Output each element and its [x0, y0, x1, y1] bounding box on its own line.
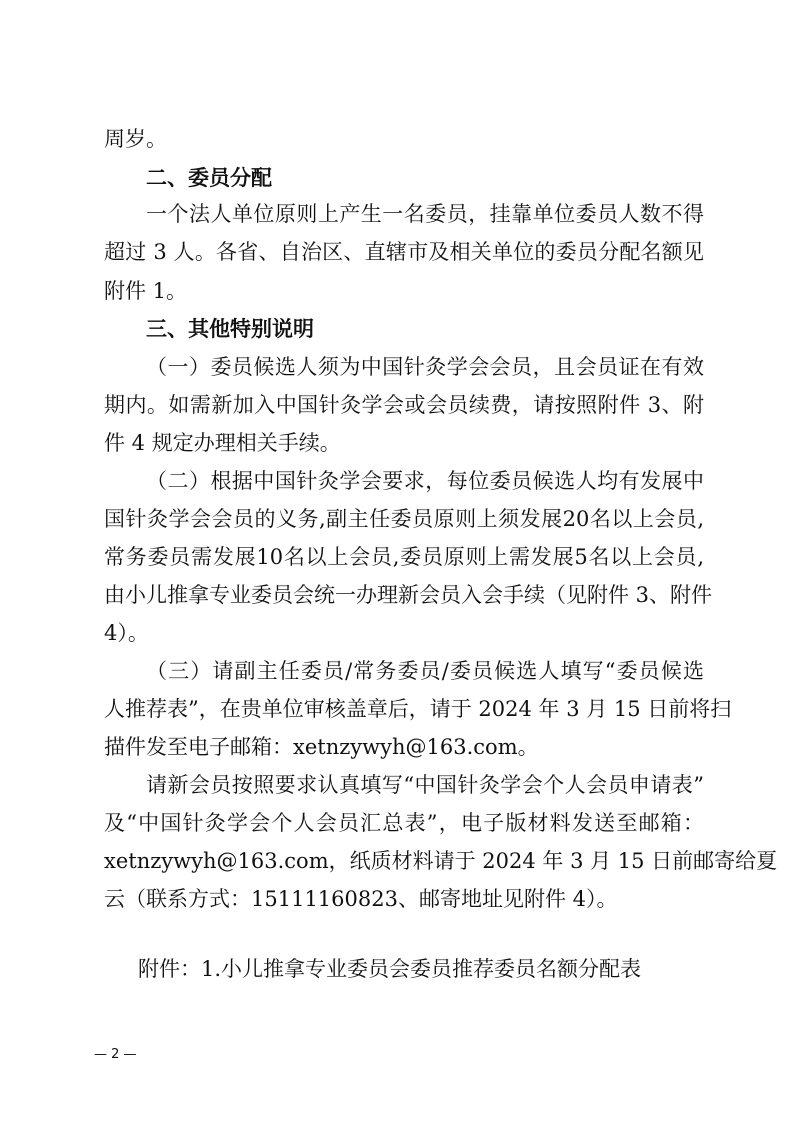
page-number: — 2 — [94, 1047, 137, 1062]
paragraph-line: 4）。 [104, 621, 149, 645]
attachment-line: 附件：1.小儿推拿专业委员会委员推荐委员名额分配表 [138, 957, 642, 981]
paragraph-line: 附件 1。 [104, 279, 188, 303]
paragraph-line: 期内。如需新加入中国针灸学会或会员续费，请按照附件 3、附 [104, 393, 704, 417]
paragraph-line: （一）委员候选人须为中国针灸学会会员，且会员证在有效 [146, 355, 704, 379]
section-heading-committee-allocation: 二、委员分配 [146, 166, 272, 190]
paragraph-line: xetnzywyh@163.com，纸质材料请于 2024 年 3 月 15 日前邮寄给夏 [104, 849, 778, 873]
paragraph-line: 请新会员按照要求认真填写“中国针灸学会个人会员申请表” [146, 773, 704, 797]
paragraph-line: 周岁。 [104, 127, 167, 151]
paragraph-line: 国针灸学会会员的义务,副主任委员原则上须发展20名以上会员, [104, 507, 704, 531]
paragraph-line: （三）请副主任委员/常务委员/委员候选人填写“委员候选 [146, 659, 704, 683]
paragraph-line: 一个法人单位原则上产生一名委员，挂靠单位委员人数不得 [146, 202, 704, 226]
paragraph-line: 云（联系方式：15111160823、邮寄地址见附件 4）。 [104, 887, 618, 911]
paragraph-line: 常务委员需发展10名以上会员,委员原则上需发展5名以上会员, [104, 545, 704, 569]
paragraph-line: 由小儿推拿专业委员会统一办理新会员入会手续（见附件 3、附件 [104, 583, 713, 607]
paragraph-line: 及“中国针灸学会个人会员汇总表”，电子版材料发送至邮箱： [104, 811, 704, 835]
paragraph-line: 超过 3 人。各省、自治区、直辖市及相关单位的委员分配名额见 [104, 240, 704, 264]
paragraph-line: 件 4 规定办理相关手续。 [104, 431, 341, 455]
paragraph-line: 人推荐表”，在贵单位审核盖章后，请于 2024 年 3 月 15 日前将扫 [104, 697, 732, 721]
paragraph-line: 描件发至电子邮箱：xetnzywyh@163.com。 [104, 735, 539, 759]
section-heading-special-notes: 三、其他特别说明 [146, 317, 314, 341]
paragraph-line: （二）根据中国针灸学会要求，每位委员候选人均有发展中 [146, 469, 704, 493]
